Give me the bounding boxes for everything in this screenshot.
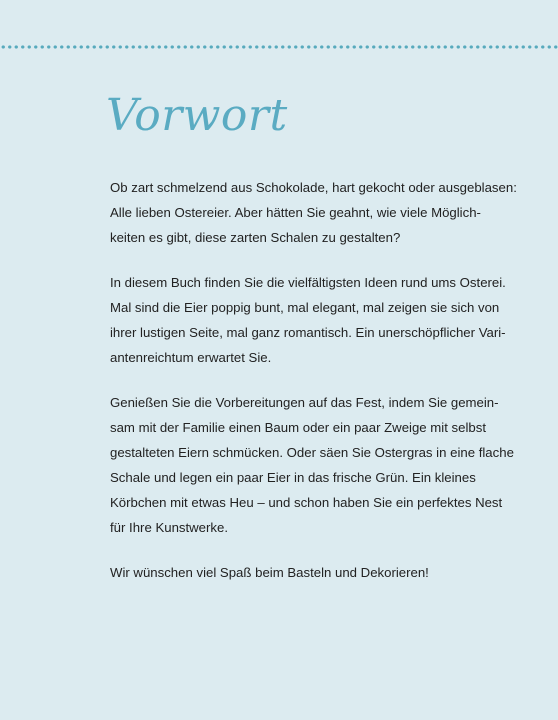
text-line: Körbchen mit etwas Heu – und schon haben Sie ein perfektes Nest <box>110 495 503 510</box>
text-line: Alle lieben Ostereier. Aber hätten Sie geahnt, wie viele Möglich- <box>110 205 481 220</box>
page-title: Vorwort <box>106 90 288 141</box>
text-line: ihrer lustigen Seite, mal ganz romantisch. Ein unerschöpflicher Vari- <box>110 325 506 340</box>
text-line: Mal sind die Eier poppig bunt, mal elegant, mal zeigen sie sich von <box>110 300 500 315</box>
text-line: für Ihre Kunstwerke. <box>110 520 229 535</box>
text-line: gestalteten Eiern schmücken. Oder säen Sie Ostergras in eine flache <box>110 445 514 460</box>
text-line: Genießen Sie die Vorbereitungen auf das Fest, indem Sie gemein- <box>110 395 499 410</box>
text-line: antenreichtum erwartet Sie. <box>110 350 272 365</box>
paragraph-closing <box>110 563 500 588</box>
text-line: In diesem Buch finden Sie die vielfältigsten Ideen rund ums Osterei. <box>110 275 506 290</box>
dotted-divider <box>0 45 558 49</box>
text-line: sam mit der Familie einen Baum oder ein paar Zweige mit selbst <box>110 420 486 435</box>
paragraph-intro <box>110 178 517 253</box>
text-line: Wir wünschen viel Spaß beim Basteln und Dekorieren! <box>110 565 429 580</box>
text-line: Ob zart schmelzend aus Schokolade, hart gekocht oder ausgeblasen: <box>110 180 517 195</box>
text-line: keiten es gibt, diese zarten Schalen zu gestalten? <box>110 230 401 245</box>
paragraph-ideas <box>110 273 506 373</box>
text-line: Schale und legen ein paar Eier in das frische Grün. Ein kleines <box>110 470 476 485</box>
body-text <box>110 178 517 608</box>
paragraph-preparation <box>110 393 514 543</box>
